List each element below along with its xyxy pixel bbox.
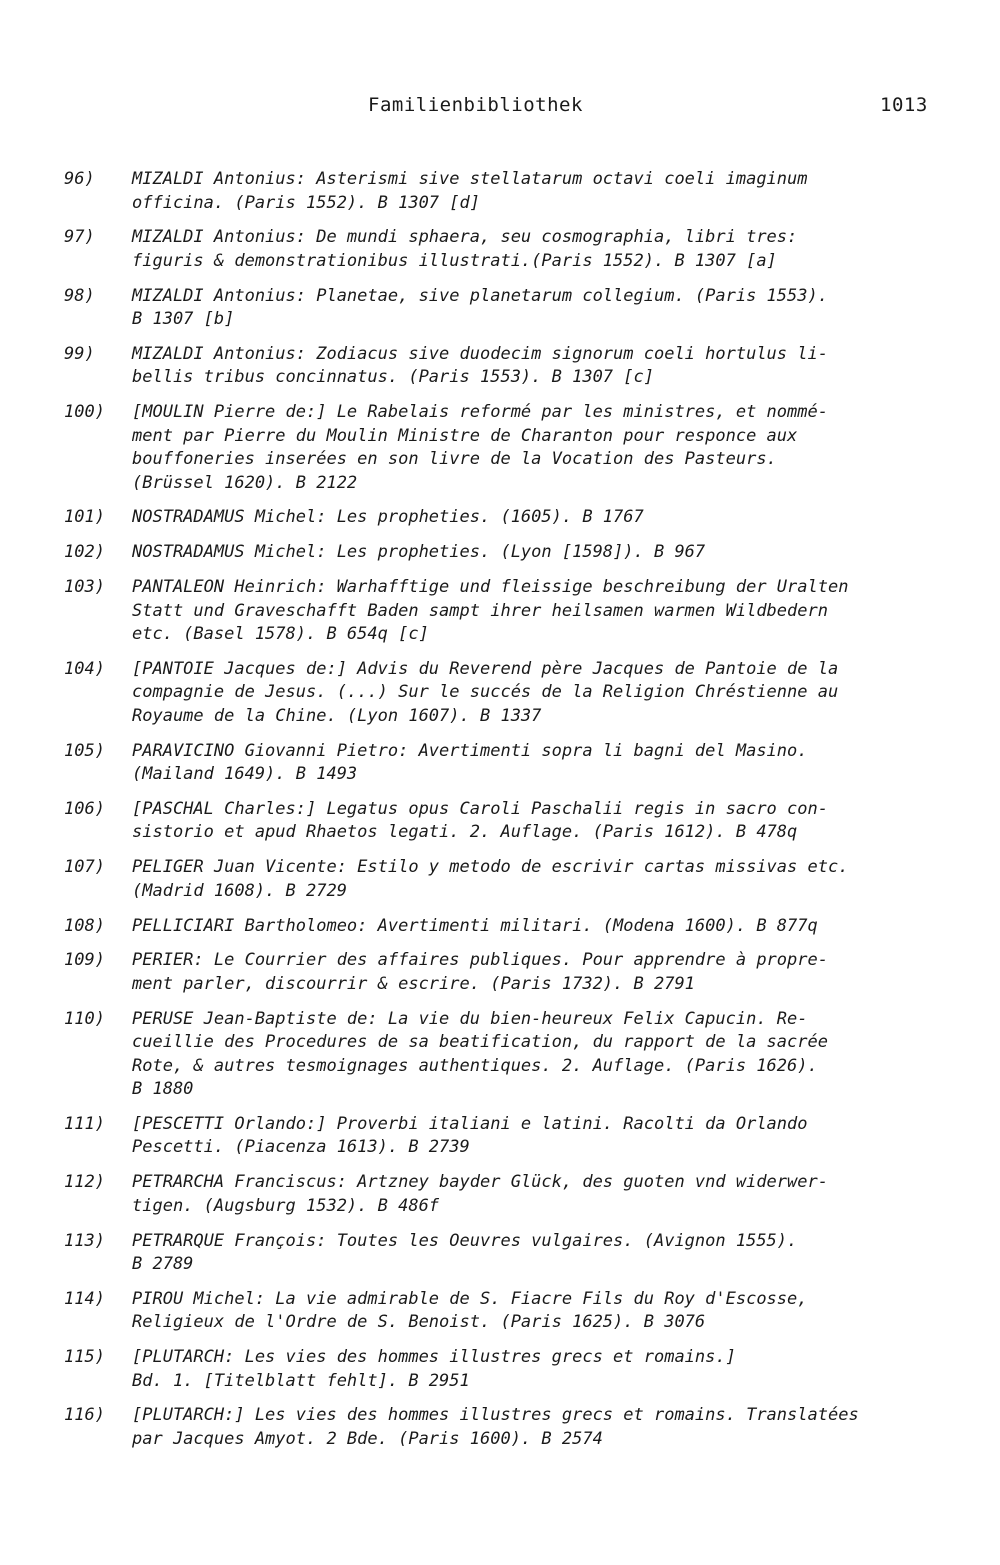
bibliography-entry bbox=[64, 1346, 944, 1393]
entry-line: PERIER: Le Courrier des affaires publiques. Pour apprendre à propre- bbox=[132, 950, 828, 971]
entry-text bbox=[132, 401, 944, 495]
entry-text bbox=[132, 658, 944, 729]
entry-text bbox=[132, 1404, 944, 1451]
bibliography-entry bbox=[64, 576, 944, 647]
bibliography-entry bbox=[64, 798, 944, 845]
entry-number: 109) bbox=[64, 950, 105, 971]
entry-number: 102) bbox=[64, 542, 105, 563]
entry-number: 112) bbox=[64, 1172, 105, 1193]
entry-number: 114) bbox=[64, 1288, 105, 1309]
bibliography-entry bbox=[64, 506, 944, 530]
entry-number: 100) bbox=[64, 402, 105, 423]
entry-line: MIZALDI Antonius: De mundi sphaera, seu cosmographia, libri tres: bbox=[132, 227, 798, 248]
entry-number: 113) bbox=[64, 1230, 105, 1251]
entry-text bbox=[132, 949, 944, 996]
entry-line: figuris & demonstrationibus illustrati.(Paris 1552). B 1307 [a] bbox=[132, 250, 777, 271]
bibliography-entry bbox=[64, 740, 944, 787]
entry-text bbox=[132, 798, 944, 845]
entry-line: [PASCHAL Charles:] Legatus opus Caroli Paschalii regis in sacro con- bbox=[132, 798, 828, 819]
bibliography-entry bbox=[64, 856, 944, 903]
entry-line: [PLUTARCH: Les vies des hommes illustres grecs et romains.] bbox=[132, 1347, 736, 1368]
bibliography-entry bbox=[64, 226, 944, 273]
entry-line: (Brüssel 1620). B 2122 bbox=[132, 472, 358, 493]
bibliography-entry bbox=[64, 1230, 944, 1277]
entry-number: 107) bbox=[64, 857, 105, 878]
entry-line: Royaume de la Chine. (Lyon 1607). B 1337 bbox=[132, 705, 542, 726]
entry-text bbox=[132, 1346, 944, 1393]
entry-text bbox=[132, 168, 944, 215]
bibliography-entry bbox=[64, 658, 944, 729]
entry-line: par Jacques Amyot. 2 Bde. (Paris 1600). B 2574 bbox=[132, 1428, 603, 1449]
bibliography-entry bbox=[64, 168, 944, 215]
entry-number: 96) bbox=[64, 169, 95, 189]
entry-line: PETRARQUE François: Toutes les Oeuvres vulgaires. (Avignon 1555). bbox=[132, 1230, 798, 1251]
entry-line: [PESCETTI Orlando:] Proverbi italiani e latini. Racolti da Orlando bbox=[132, 1113, 808, 1134]
bibliography-entry bbox=[64, 949, 944, 996]
page-header bbox=[0, 94, 1000, 124]
entry-number: 106) bbox=[64, 798, 105, 819]
entry-number: 116) bbox=[64, 1405, 105, 1426]
entry-text bbox=[132, 1008, 944, 1102]
entry-line: Bd. 1. [Titelblatt fehlt]. B 2951 bbox=[132, 1370, 470, 1391]
entry-line: compagnie de Jesus. (...) Sur le succés de la Religion Chréstienne au bbox=[132, 682, 839, 703]
entry-line: PANTALEON Heinrich: Warhafftige und fleissige beschreibung der Uralten bbox=[132, 577, 849, 598]
entry-text bbox=[132, 576, 944, 647]
entry-line: [PANTOIE Jacques de:] Advis du Reverend père Jacques de Pantoie de la bbox=[132, 658, 839, 679]
entry-line: bellis tribus concinnatus. (Paris 1553). B 1307 [c] bbox=[132, 367, 654, 388]
entry-text bbox=[132, 1171, 944, 1218]
entry-line: ment parler, discourrir & escrire. (Paris 1732). B 2791 bbox=[132, 973, 695, 994]
entry-text bbox=[132, 915, 944, 939]
bibliography-entry bbox=[64, 1171, 944, 1218]
entry-line: PERUSE Jean-Baptiste de: La vie du bien-heureux Felix Capucin. Re- bbox=[132, 1008, 808, 1029]
bibliography-entry bbox=[64, 343, 944, 390]
bibliography-entry bbox=[64, 1113, 944, 1160]
bibliography-entry bbox=[64, 1288, 944, 1335]
entry-line: (Madrid 1608). B 2729 bbox=[132, 880, 347, 901]
bibliography-entry bbox=[64, 401, 944, 495]
entry-text bbox=[132, 1230, 944, 1277]
bibliography-entry bbox=[64, 285, 944, 332]
entry-text bbox=[132, 856, 944, 903]
entry-line: PELLICIARI Bartholomeo: Avertimenti militari. (Modena 1600). B 877q bbox=[132, 915, 818, 936]
entry-number: 103) bbox=[64, 577, 105, 598]
entry-line: Rote, & autres tesmoignages authentiques. 2. Auflage. (Paris 1626). bbox=[132, 1055, 818, 1076]
entry-text bbox=[132, 285, 944, 332]
entry-number: 99) bbox=[64, 343, 95, 364]
entry-line: NOSTRADAMUS Michel: Les propheties. (Lyon [1598]). B 967 bbox=[132, 542, 706, 563]
bibliography-entry bbox=[64, 915, 944, 939]
entry-line: MIZALDI Antonius: Zodiacus sive duodecim signorum coeli hortulus li- bbox=[132, 343, 828, 364]
entry-number: 111) bbox=[64, 1113, 105, 1134]
bibliography-entry bbox=[64, 1404, 944, 1451]
entry-line: Statt und Graveschafft Baden sampt ihrer heilsamen warmen Wildbedern bbox=[132, 600, 828, 621]
entry-line: B 2789 bbox=[132, 1254, 194, 1275]
entry-text bbox=[132, 1113, 944, 1160]
entry-text bbox=[132, 226, 944, 273]
entry-number: 98) bbox=[64, 285, 95, 306]
entry-line: ment par Pierre du Moulin Ministre de Charanton pour responce aux bbox=[132, 425, 798, 446]
entry-line: bouffoneries inserées en son livre de la Vocation des Pasteurs. bbox=[132, 449, 777, 470]
entry-line: (Mailand 1649). B 1493 bbox=[132, 764, 358, 785]
entry-text bbox=[132, 1288, 944, 1335]
entry-number: 97) bbox=[64, 227, 95, 248]
entry-number: 108) bbox=[64, 915, 105, 936]
entry-line: Pescetti. (Piacenza 1613). B 2739 bbox=[132, 1137, 470, 1158]
entry-line: etc. (Basel 1578). B 654q [c] bbox=[132, 624, 429, 645]
bibliography-entry bbox=[64, 541, 944, 565]
entry-line: PELIGER Juan Vicente: Estilo y metodo de escrivir cartas missivas etc. bbox=[132, 857, 849, 878]
entry-line: B 1307 [b] bbox=[132, 309, 235, 330]
entry-text bbox=[132, 343, 944, 390]
entry-line: [MOULIN Pierre de:] Le Rabelais reformé par les ministres, et nommé- bbox=[132, 402, 828, 423]
entry-number: 115) bbox=[64, 1347, 105, 1368]
entry-number: 104) bbox=[64, 658, 105, 679]
entry-line: B 1880 bbox=[132, 1079, 194, 1100]
bibliography-list bbox=[64, 168, 944, 1463]
entry-number: 105) bbox=[64, 740, 105, 761]
entry-number: 101) bbox=[64, 507, 105, 528]
entry-line: MIZALDI Antonius: Asterismi sive stellatarum octavi coeli imaginum bbox=[132, 169, 808, 189]
entry-line: MIZALDI Antonius: Planetae, sive planetarum collegium. (Paris 1553). bbox=[132, 285, 828, 306]
entry-line: cueillie des Procedures de sa beatification, du rapport de la sacrée bbox=[132, 1032, 828, 1053]
entry-text bbox=[132, 506, 944, 530]
entry-line: tigen. (Augsburg 1532). B 486f bbox=[132, 1195, 440, 1216]
entry-line: Religieux de l'Ordre de S. Benoist. (Paris 1625). B 3076 bbox=[132, 1312, 706, 1333]
entry-line: PETRARCHA Franciscus: Artzney bayder Glück, des guoten vnd widerwer- bbox=[132, 1172, 828, 1193]
entry-line: sistorio et apud Rhaetos legati. 2. Auflage. (Paris 1612). B 478q bbox=[132, 822, 798, 843]
entry-text bbox=[132, 541, 944, 565]
entry-line: NOSTRADAMUS Michel: Les propheties. (1605). B 1767 bbox=[132, 507, 644, 528]
entry-text bbox=[132, 740, 944, 787]
bibliography-entry bbox=[64, 1008, 944, 1102]
page-number: 1013 bbox=[880, 94, 928, 116]
entry-line: PIROU Michel: La vie admirable de S. Fiacre Fils du Roy d'Escosse, bbox=[132, 1288, 808, 1309]
page-title: Familienbibliothek bbox=[368, 94, 583, 116]
entry-line: officina. (Paris 1552). B 1307 [d] bbox=[132, 192, 480, 213]
entry-line: PARAVICINO Giovanni Pietro: Avertimenti sopra li bagni del Masino. bbox=[132, 740, 808, 761]
entry-number: 110) bbox=[64, 1008, 105, 1029]
entry-line: [PLUTARCH:] Les vies des hommes illustres grecs et romains. Translatées bbox=[132, 1405, 859, 1426]
